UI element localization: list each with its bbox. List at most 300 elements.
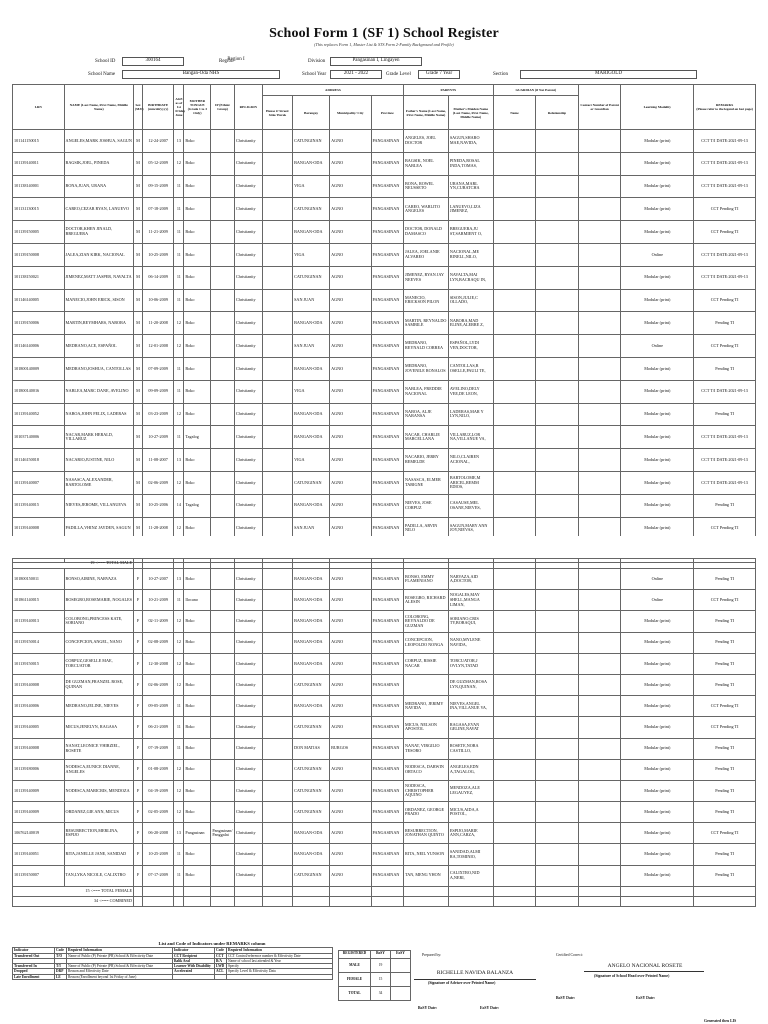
legend-cell: Late Enrollment bbox=[13, 974, 55, 979]
legend-cell: Accelerated bbox=[173, 969, 215, 974]
bosy-date-label-right: BoSY Date: bbox=[556, 996, 575, 1000]
col-guardian: GUARDIAN (if Not Parent) bbox=[493, 85, 578, 96]
birthdate-cell: 06-21-2009 bbox=[142, 717, 173, 738]
legend-cell: ACL bbox=[215, 969, 227, 974]
mother-cell: TORCUATOR,J OVLYN,TATAD bbox=[448, 653, 493, 674]
legend-cell: Reason (Enrollment beyond 1st Friday of June) bbox=[67, 974, 173, 979]
empty-cell bbox=[448, 896, 493, 906]
remark-cell: Pending TI bbox=[694, 357, 756, 380]
empty-cell bbox=[493, 896, 536, 906]
ip-cell bbox=[211, 738, 235, 759]
summary-cell: MALE bbox=[339, 959, 371, 973]
modality-cell: Online bbox=[621, 243, 694, 266]
guardian-name-cell bbox=[493, 335, 536, 358]
mother-tongue-cell: Boko bbox=[184, 717, 211, 738]
father-cell: BONSO, EMMY FLAMENIANO bbox=[404, 569, 449, 590]
father-cell: MEDRANO, JERIMY NAVIDA bbox=[404, 696, 449, 717]
col-guardian-name: Name bbox=[493, 96, 536, 130]
lrn-cell: 101146150018 bbox=[13, 449, 65, 472]
father-cell: DOCTOR, DONALD DAMASCO bbox=[404, 221, 449, 244]
mother-cell: CASAUSE,MEL OSANE,NIEVES, bbox=[448, 494, 493, 517]
house-cell bbox=[262, 759, 292, 780]
sex-cell: F bbox=[134, 844, 143, 865]
mother-tongue-cell: Boko bbox=[184, 449, 211, 472]
guardian-relationship-cell bbox=[536, 653, 579, 674]
guardian-relationship-cell bbox=[536, 152, 579, 175]
guardian-name-cell bbox=[493, 471, 536, 494]
learner-row bbox=[13, 312, 756, 335]
empty-cell bbox=[184, 886, 211, 896]
remark-cell: Pending TI bbox=[694, 738, 756, 759]
mother-cell: NIEVES,ANGEL INA,VILLANUE VA, bbox=[448, 696, 493, 717]
adviser-signature-line bbox=[414, 979, 536, 980]
contact-cell bbox=[578, 449, 621, 472]
birthdate-cell: 02-08-2009 bbox=[142, 632, 173, 653]
eosy-date-label-right: EoSY Date: bbox=[636, 996, 655, 1000]
learner-row bbox=[13, 759, 756, 780]
father-cell: NABOA, ALJE NARANSA bbox=[404, 403, 449, 426]
lrn-cell: 106762140019 bbox=[13, 823, 65, 844]
municipality-cell: AGNO bbox=[330, 130, 371, 153]
ip-cell bbox=[211, 865, 235, 886]
father-cell: NIEVES, JOSE CORPUZ bbox=[404, 494, 449, 517]
birthdate-cell: 09-05-2009 bbox=[142, 696, 173, 717]
lrn-cell: 101146140005 bbox=[13, 289, 65, 312]
lrn-cell: 101139140008 bbox=[13, 517, 65, 540]
contact-cell bbox=[578, 152, 621, 175]
ip-cell bbox=[211, 471, 235, 494]
mother-tongue-cell: Tagalog bbox=[184, 426, 211, 449]
contact-cell bbox=[578, 130, 621, 153]
age-cell: 11 bbox=[174, 380, 184, 403]
adviser-caption: (Signature of Adviser over Printed Name) bbox=[428, 981, 496, 985]
barangay-cell: BANGAN-ODA bbox=[293, 221, 330, 244]
legend-cell bbox=[215, 974, 227, 979]
name-cell: NABLEA,MARC DANE, AVELINO bbox=[64, 380, 133, 403]
lrn-cell: 101139180006 bbox=[13, 759, 65, 780]
province-cell: PANGASINAN bbox=[371, 844, 403, 865]
name-cell: PADILLA,VHINZ JAYDEN, SAGUN bbox=[64, 517, 133, 540]
guardian-name-cell bbox=[493, 380, 536, 403]
barangay-cell: DON MATIAS bbox=[293, 738, 330, 759]
guardian-relationship-cell bbox=[536, 696, 579, 717]
barangay-cell: BANGAN-ODA bbox=[293, 611, 330, 632]
municipality-cell: AGNO bbox=[330, 823, 371, 844]
col-name: NAME (Last Name, First Name, Middle Name) bbox=[64, 85, 133, 130]
empty-cell bbox=[448, 886, 493, 896]
division-label: Division bbox=[308, 59, 326, 64]
modality-cell: Modular (print) bbox=[621, 426, 694, 449]
father-cell: NODESCA, DARWIN ORTACO bbox=[404, 759, 449, 780]
mother-cell: LANUEVO,LIZA JIMENEZ, bbox=[448, 198, 493, 221]
religion-cell: Christianity bbox=[234, 380, 262, 403]
age-cell: 11 bbox=[174, 221, 184, 244]
region-value: Region I bbox=[227, 57, 245, 62]
age-cell: 12 bbox=[174, 152, 184, 175]
mother-cell: BREGUERA,JU ST,SARMIENT O, bbox=[448, 221, 493, 244]
mother-cell: NARVAZA,AID A,DOCTOR, bbox=[448, 569, 493, 590]
contact-cell bbox=[578, 717, 621, 738]
sex-cell: M bbox=[134, 380, 143, 403]
mother-cell: BARTOLOME,M ARICEL,REMM EDIOS, bbox=[448, 471, 493, 494]
legend-cell bbox=[227, 974, 333, 979]
lrn-cell: 101139140015 bbox=[13, 494, 65, 517]
birthdate-cell: 02-11-2009 bbox=[142, 611, 173, 632]
name-cell: MANECIO,JOHN ERICK, SISON bbox=[64, 289, 133, 312]
name-cell: MICUS,JENELYN, RAGASA bbox=[64, 717, 133, 738]
father-cell: CORPUZ, RISSIE NACAR bbox=[404, 653, 449, 674]
guardian-name-cell bbox=[493, 130, 536, 153]
summary-head-cell: BoSY bbox=[371, 951, 391, 959]
name-cell: RESURRECTION,MERLINA, ESPIJO bbox=[64, 823, 133, 844]
contact-cell bbox=[578, 243, 621, 266]
municipality-cell: AGNO bbox=[330, 590, 371, 611]
col-address: ADDRESS bbox=[262, 85, 403, 96]
contact-cell bbox=[578, 403, 621, 426]
remark-cell: CCT T/I DATE:2021-09-13 bbox=[694, 152, 756, 175]
learner-row bbox=[13, 717, 756, 738]
guardian-name-cell bbox=[493, 312, 536, 335]
col-province: Province bbox=[371, 96, 404, 130]
religion-cell: Christianity bbox=[234, 266, 262, 289]
modality-cell: Online bbox=[621, 335, 694, 358]
empty-cell bbox=[404, 559, 449, 569]
lrn-cell: 101139140051 bbox=[13, 844, 65, 865]
municipality-cell: AGNO bbox=[330, 449, 371, 472]
religion-cell: Christianity bbox=[234, 569, 262, 590]
modality-cell: Modular (print) bbox=[621, 380, 694, 403]
province-cell: PANGASINAN bbox=[371, 289, 404, 312]
guardian-relationship-cell bbox=[536, 632, 579, 653]
learner-row bbox=[13, 865, 756, 886]
bosy-date-label-left: BoSY Date: bbox=[418, 1006, 437, 1010]
father-cell: NASASCA, ELMER TABIGNE bbox=[404, 471, 449, 494]
legend-table bbox=[12, 947, 333, 980]
legend-cell: CCT Recipient bbox=[173, 953, 215, 958]
male-rows bbox=[13, 130, 756, 563]
mother-cell: LADERAS,MAR Y LYN,NILO, bbox=[448, 403, 493, 426]
birthdate-cell: 07-18-2009 bbox=[142, 198, 173, 221]
age-cell: 12 bbox=[174, 312, 184, 335]
empty-cell bbox=[211, 886, 235, 896]
ip-cell bbox=[211, 175, 235, 198]
empty-cell bbox=[621, 559, 694, 569]
legend-cell: Name of Public (P) Private (PR) School & Effectivity Date bbox=[67, 953, 173, 958]
legend-cell: CCT bbox=[215, 953, 227, 958]
remark-cell: CCT Pending TI bbox=[694, 335, 756, 358]
empty-cell bbox=[134, 886, 143, 896]
total-female: 15 <=== TOTAL FEMALE bbox=[13, 886, 134, 896]
head-signature-line bbox=[584, 971, 704, 972]
lrn-cell: 101037140006 bbox=[13, 426, 65, 449]
religion-cell: Christianity bbox=[234, 696, 262, 717]
house-cell bbox=[262, 844, 292, 865]
province-cell: PANGASINAN bbox=[371, 717, 403, 738]
religion-cell: Christianity bbox=[234, 426, 262, 449]
guardian-name-cell bbox=[493, 152, 536, 175]
remark-cell: CCT Pending TI bbox=[694, 696, 756, 717]
contact-cell bbox=[578, 569, 621, 590]
barangay-cell: SAN JUAN bbox=[293, 517, 330, 540]
division-value: Pangasinan I, Lingayen bbox=[330, 57, 422, 66]
school-year-label: School Year bbox=[302, 72, 327, 77]
lrn-cell: 101139140009 bbox=[13, 780, 65, 801]
mother-cell: ESPAÑOL,LYDI VEN,DOCTOR, bbox=[448, 335, 493, 358]
father-cell: MARTIN, REYNALDO SAMBILE bbox=[404, 312, 449, 335]
name-cell: MEDRANO,ACE, ESPAÑOL bbox=[64, 335, 133, 358]
sex-cell: F bbox=[134, 569, 143, 590]
empty-cell bbox=[211, 559, 235, 569]
modality-cell: Modular (print) bbox=[621, 844, 694, 865]
guardian-name-cell bbox=[493, 175, 536, 198]
mother-tongue-cell: Boko bbox=[184, 674, 211, 695]
empty-cell bbox=[330, 896, 371, 906]
modality-cell: Modular (print) bbox=[621, 403, 694, 426]
mother-tongue-cell: Boko bbox=[184, 335, 211, 358]
mother-cell: CALIXTRO,NID A,NERI, bbox=[448, 865, 493, 886]
religion-cell: Christianity bbox=[234, 632, 262, 653]
legend-cell: Name of Public (P) Private (PR) School & Effectivity Date bbox=[67, 964, 173, 969]
contact-cell bbox=[578, 471, 621, 494]
age-cell: 13 bbox=[174, 130, 184, 153]
guardian-relationship-cell bbox=[536, 312, 579, 335]
barangay-cell: CATUNGINAN bbox=[293, 759, 330, 780]
ip-cell bbox=[211, 426, 235, 449]
legend-cell: T/I bbox=[55, 964, 67, 969]
name-cell: MARTIN,REYMHARS, NABORA bbox=[64, 312, 133, 335]
remark-cell: CCT Pending TI bbox=[694, 198, 756, 221]
legend-cell: DRP bbox=[55, 969, 67, 974]
guardian-relationship-cell bbox=[536, 403, 579, 426]
empty-cell bbox=[621, 886, 694, 896]
form-subtitle: (This replaces Form 1, Master List & STS Form 2-Family Background and Profile) bbox=[314, 42, 454, 47]
form-title: School Form 1 (SF 1) School Register bbox=[269, 26, 499, 41]
municipality-cell: AGNO bbox=[330, 696, 371, 717]
mother-cell: SORIANO,CRIS TY,BORAQUI, bbox=[448, 611, 493, 632]
name-cell: TAN,LYKA NICOLE, CALIXTRO bbox=[64, 865, 133, 886]
learner-row bbox=[13, 802, 756, 823]
municipality-cell: AGNO bbox=[330, 844, 371, 865]
mother-cell: NABORA,MAD ELINE,ALERRE Z, bbox=[448, 312, 493, 335]
remark-cell: Pending TI bbox=[694, 674, 756, 695]
mother-tongue-cell: Boko bbox=[184, 611, 211, 632]
name-cell: CAREO,CEZAR RYAN, LANUEVO bbox=[64, 198, 133, 221]
contact-cell bbox=[578, 198, 621, 221]
father-cell: TAN, MENG YHON bbox=[404, 865, 449, 886]
province-cell: PANGASINAN bbox=[371, 517, 404, 540]
guardian-relationship-cell bbox=[536, 611, 579, 632]
province-cell: PANGASINAN bbox=[371, 426, 404, 449]
summary-cell: 34 bbox=[371, 987, 391, 1001]
sex-cell: M bbox=[134, 198, 143, 221]
female-rows bbox=[13, 559, 756, 907]
province-cell: PANGASINAN bbox=[371, 738, 403, 759]
barangay-cell: CATUNGINAN bbox=[293, 266, 330, 289]
modality-cell: Modular (print) bbox=[621, 494, 694, 517]
mother-tongue-cell: Tagalog bbox=[184, 494, 211, 517]
province-cell: PANGASINAN bbox=[371, 780, 403, 801]
guardian-name-cell bbox=[493, 780, 536, 801]
legend-head-cell: Code bbox=[55, 948, 67, 953]
guardian-name-cell bbox=[493, 357, 536, 380]
father-cell: NANAT, VIRGILIO TESORO bbox=[404, 738, 449, 759]
remark-cell: Pending TI bbox=[694, 653, 756, 674]
contact-cell bbox=[578, 611, 621, 632]
ip-cell bbox=[211, 380, 235, 403]
empty-cell bbox=[293, 896, 330, 906]
birthdate-cell: 07-17-2009 bbox=[142, 865, 173, 886]
house-cell bbox=[262, 357, 292, 380]
lrn-cell: 101139140008 bbox=[13, 738, 65, 759]
legend-cell: Learner With Disability bbox=[173, 964, 215, 969]
contact-cell bbox=[578, 738, 621, 759]
age-cell: 12 bbox=[174, 653, 184, 674]
age-cell: 11 bbox=[174, 590, 184, 611]
guardian-relationship-cell bbox=[536, 175, 579, 198]
municipality-cell: AGNO bbox=[330, 266, 371, 289]
empty-cell bbox=[578, 896, 621, 906]
house-cell bbox=[262, 780, 292, 801]
house-cell bbox=[262, 198, 292, 221]
barangay-cell: SAN JUAN bbox=[293, 289, 330, 312]
mother-tongue-cell: Boko bbox=[184, 312, 211, 335]
sex-cell: M bbox=[134, 130, 143, 153]
mother-cell: NOGALES,MAY SHELL,MANGA LIMAN, bbox=[448, 590, 493, 611]
birthdate-cell: 03-23-2009 bbox=[142, 403, 173, 426]
father-cell: BOSEGRO, RICHARD ALESIN bbox=[404, 590, 449, 611]
learner-row bbox=[13, 357, 756, 380]
learner-row bbox=[13, 653, 756, 674]
barangay-cell: CATUNGINAN bbox=[293, 780, 330, 801]
sex-cell: M bbox=[134, 494, 143, 517]
mother-cell: NACIONAL,ME RINELL,NILO, bbox=[448, 243, 493, 266]
house-cell bbox=[262, 221, 292, 244]
mother-cell: AVELINO,DELY VEE,DE LEON, bbox=[448, 380, 493, 403]
mother-cell: MENDOZA,ALE LEGAUYEZ, bbox=[448, 780, 493, 801]
empty-cell bbox=[694, 559, 756, 569]
municipality-cell: AGNO bbox=[330, 221, 371, 244]
religion-cell: Christianity bbox=[234, 221, 262, 244]
learner-row bbox=[13, 426, 756, 449]
guardian-name-cell bbox=[493, 802, 536, 823]
modality-cell: Online bbox=[621, 590, 694, 611]
guardian-name-cell bbox=[493, 823, 536, 844]
mother-tongue-cell: Boko bbox=[184, 696, 211, 717]
mother-tongue-cell: Boko bbox=[184, 865, 211, 886]
sex-cell: F bbox=[134, 780, 143, 801]
modality-cell: Modular (print) bbox=[621, 696, 694, 717]
guardian-name-cell bbox=[493, 611, 536, 632]
guardian-relationship-cell bbox=[536, 823, 579, 844]
lrn-cell: 101139140006 bbox=[13, 696, 65, 717]
municipality-cell: AGNO bbox=[330, 674, 371, 695]
birthdate-cell: 11-28-2008 bbox=[142, 517, 173, 540]
school-name-value: Bangan-Oda NHS bbox=[122, 70, 280, 79]
religion-cell: Christianity bbox=[234, 717, 262, 738]
religion-cell: Christianity bbox=[234, 823, 262, 844]
age-cell: 12 bbox=[174, 471, 184, 494]
modality-cell: Modular (print) bbox=[621, 449, 694, 472]
guardian-relationship-cell bbox=[536, 590, 579, 611]
guardian-name-cell bbox=[493, 844, 536, 865]
house-cell bbox=[262, 471, 292, 494]
barangay-cell: VIGA bbox=[293, 449, 330, 472]
province-cell: PANGASINAN bbox=[371, 175, 404, 198]
remark-cell: CCT Pending TI bbox=[694, 517, 756, 540]
mother-tongue-cell: Boko bbox=[184, 653, 211, 674]
mother-cell: SAGUN,MARY ANN JOY,NIEVAS, bbox=[448, 517, 493, 540]
remarks-note: (Please refer to the legend on last page) bbox=[696, 107, 753, 111]
learner-row bbox=[13, 738, 756, 759]
guardian-relationship-cell bbox=[536, 243, 579, 266]
birthdate-cell: 09-09-2009 bbox=[142, 380, 173, 403]
remark-cell: Pending TI bbox=[694, 494, 756, 517]
mother-tongue-cell: Boko bbox=[184, 357, 211, 380]
modality-cell: Modular (print) bbox=[621, 802, 694, 823]
lrn-cell: 101141150015 bbox=[13, 130, 65, 153]
remark-cell: CCT T/I DATE:2021-09-13 bbox=[694, 380, 756, 403]
empty-cell bbox=[234, 896, 262, 906]
empty-cell bbox=[371, 896, 403, 906]
learner-row bbox=[13, 696, 756, 717]
birthdate-cell: 12-01-2008 bbox=[142, 335, 173, 358]
name-cell: NODESCA,EUNICE DIANNE, ANGELES bbox=[64, 759, 133, 780]
father-cell: MICUS, NELSON APOSTOL bbox=[404, 717, 449, 738]
mother-tongue-cell: Boko bbox=[184, 780, 211, 801]
age-cell: 11 bbox=[174, 696, 184, 717]
name-cell: MEDRANO,JELINE, NIEVES bbox=[64, 696, 133, 717]
legend-row bbox=[13, 974, 333, 979]
ip-cell bbox=[211, 653, 235, 674]
birthdate-cell: 12-30-2008 bbox=[142, 653, 173, 674]
modality-cell: Modular (print) bbox=[621, 717, 694, 738]
name-cell: JIMENEZ,MATT JASPER, NAVALTA bbox=[64, 266, 133, 289]
municipality-cell: AGNO bbox=[330, 380, 371, 403]
name-cell: RITA,JANELLE JANE, SANIDAD bbox=[64, 844, 133, 865]
age-cell: 12 bbox=[174, 802, 184, 823]
religion-cell: Christianity bbox=[234, 494, 262, 517]
mother-cell: CANTOLLAS,R OSELLE,PAULI TE, bbox=[448, 357, 493, 380]
empty-cell bbox=[371, 559, 403, 569]
learner-row bbox=[13, 494, 756, 517]
religion-cell: Christianity bbox=[234, 449, 262, 472]
remark-cell: Pending TI bbox=[694, 569, 756, 590]
region-label: Region bbox=[219, 59, 234, 64]
municipality-cell: AGNO bbox=[330, 569, 371, 590]
lrn-cell: 101139140005 bbox=[13, 717, 65, 738]
age-cell: 11 bbox=[174, 865, 184, 886]
birthdate-cell: 07-19-2009 bbox=[142, 738, 173, 759]
contact-cell bbox=[578, 653, 621, 674]
col-age: AGE as of 1st Friday June bbox=[174, 85, 184, 130]
ip-cell bbox=[211, 152, 235, 175]
legend-head-cell: Required Information bbox=[227, 948, 333, 953]
birthdate-cell: 04-19-2009 bbox=[142, 780, 173, 801]
birthdate-cell: 11-08-2007 bbox=[142, 449, 173, 472]
remark-cell: CCT T/I DATE:2021-09-13 bbox=[694, 426, 756, 449]
barangay-cell: BANGAN-ODA bbox=[293, 844, 330, 865]
mother-cell: ANGELES,EDN A,TAGALOG, bbox=[448, 759, 493, 780]
remark-cell: CCT Pending TI bbox=[694, 717, 756, 738]
age-cell: 11 bbox=[174, 717, 184, 738]
father-cell bbox=[404, 674, 449, 695]
birthdate-cell: 10-06-2009 bbox=[142, 289, 173, 312]
province-cell: PANGASINAN bbox=[371, 632, 403, 653]
guardian-name-cell bbox=[493, 266, 536, 289]
name-cell: ANGELES,MARK JOSHUA, SAGUN bbox=[64, 130, 133, 153]
barangay-cell: CATUNGINAN bbox=[293, 674, 330, 695]
province-cell: PANGASINAN bbox=[371, 449, 404, 472]
